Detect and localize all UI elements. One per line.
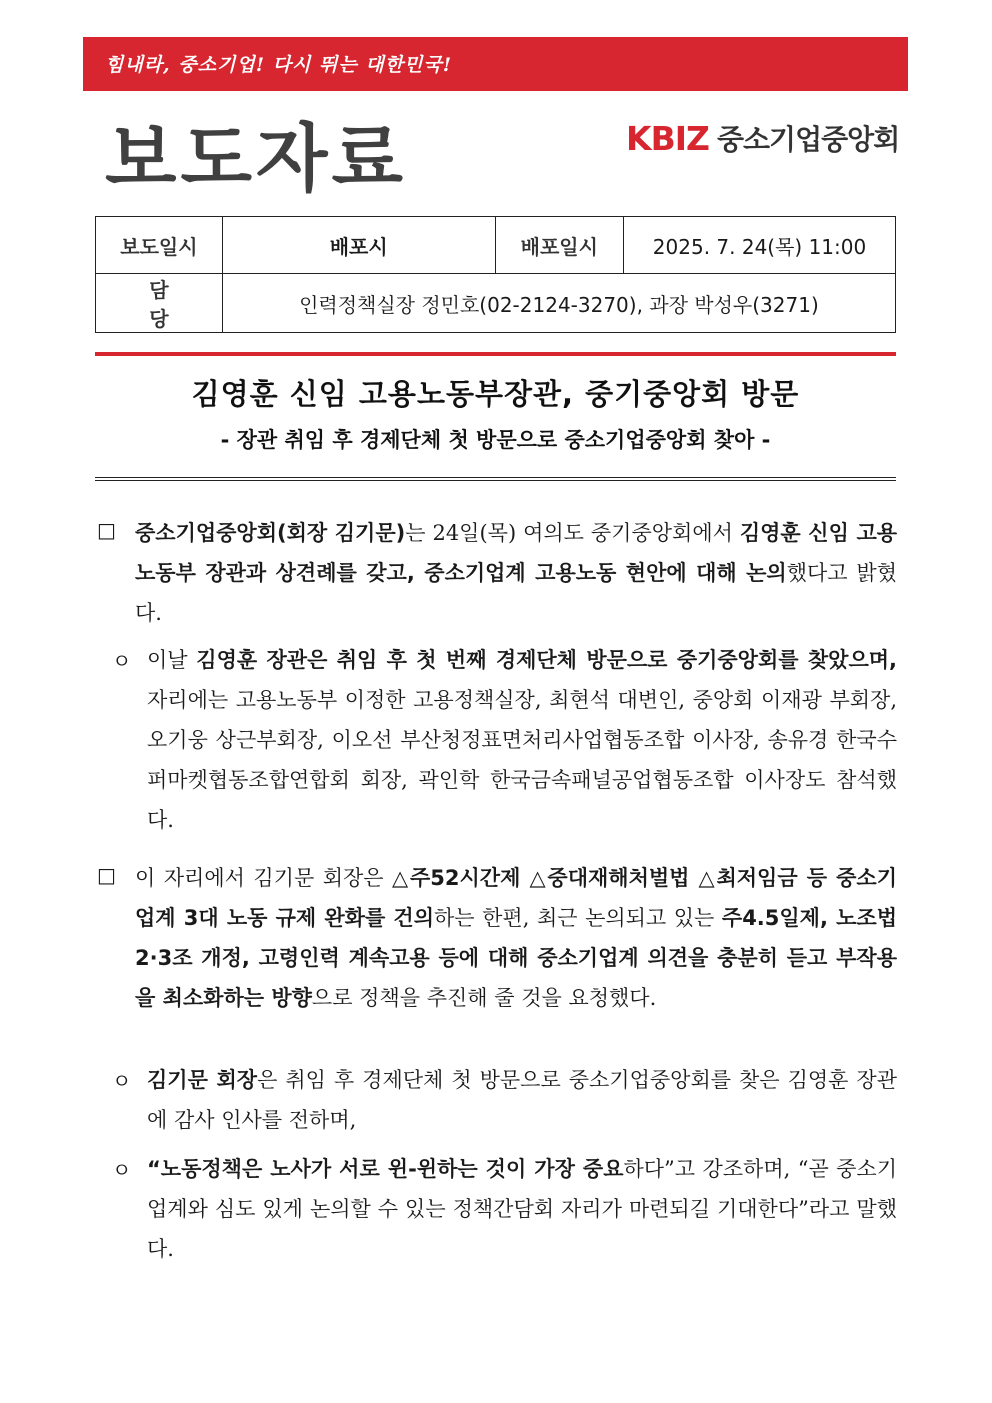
release-time-label: 보도일시 bbox=[96, 217, 223, 274]
double-divider bbox=[95, 477, 896, 481]
square-bullet: □ bbox=[97, 518, 116, 542]
paragraph-4 bbox=[147, 1060, 897, 1140]
p3-text-a: 이 자리에서 김기문 회장은 bbox=[135, 866, 393, 890]
p3-text-c: 하는 한편, 최근 논의되고 있는 bbox=[434, 906, 722, 930]
release-info-table bbox=[95, 216, 896, 333]
p4-text-b: 은 취임 후 경제단체 첫 방문으로 중소기업중앙회를 찾은 김영훈 장관에 감사 인사를 전하며, bbox=[147, 1068, 897, 1132]
paragraph-3 bbox=[135, 858, 897, 1018]
distribute-time-value: 2025. 7. 24(목) 11:00 bbox=[624, 217, 896, 274]
p2-bold-b: 김영훈 장관은 취임 후 첫 번째 경제단체 방문으로 중기중앙회를 찾았으며, bbox=[196, 648, 898, 672]
p2-text-c: 자리에는 고용노동부 이정한 고용정책실장, 최현석 대변인, 중앙회 이재광 부회장, 오기웅 상근부회장, 이오선 부산청정표면처리사업협동조합 이사장, 송유경 한국수퍼마켓협동조합연합회 회장, 곽인학 한국금속패널공업협동조합 이사장도 참석했다. bbox=[147, 688, 897, 832]
p1-text-d: 했다고 밝혔다. bbox=[135, 561, 897, 625]
paragraph-2 bbox=[147, 640, 897, 840]
p3-bold-d: 주4.5일제, 노조법 2·3조 개정, 고령인력 계속고용 등에 대해 중소기업계 의견을 충분히 듣고 부작용을 최소화하는 방향 bbox=[135, 906, 897, 1010]
top-banner bbox=[83, 37, 908, 91]
p2-text-a: 이날 bbox=[147, 648, 197, 672]
p3-bold-b: △주52시간제 △중대재해처벌법 △최저임금 등 중소기업계 3대 노동 규제 완화를 건의 bbox=[135, 866, 897, 930]
paragraph-1 bbox=[135, 513, 897, 633]
headline: 김영훈 신임 고용노동부장관, 중기중앙회 방문 bbox=[191, 377, 800, 411]
circle-bullet: ㅇ bbox=[112, 1158, 132, 1182]
subheadline: - 장관 취임 후 경제단체 첫 방문으로 중소기업중앙회 찾아 - bbox=[220, 428, 771, 452]
p5-bold-a: “노동정책은 노사가 서로 윈-윈하는 것이 가장 중요 bbox=[147, 1157, 624, 1181]
banner-slogan: 힘내라, 중소기업! 다시 뛰는 대한민국! bbox=[105, 54, 453, 76]
circle-bullet: ㅇ bbox=[112, 1069, 132, 1093]
kbiz-logo bbox=[626, 118, 899, 158]
p1-text-b: 는 24일(목) 여의도 중기중앙회에서 bbox=[405, 521, 740, 545]
release-time-value: 배포시 bbox=[222, 217, 495, 274]
p5-text-b: 하다”고 강조하며, “곧 중소기업계와 심도 있게 논의할 수 있는 정책간담회 자리가 마련되길 기대한다”라고 말했다. bbox=[147, 1157, 897, 1261]
p3-text-e: 으로 정책을 추진해 줄 것을 요청했다. bbox=[311, 986, 657, 1010]
square-bullet: □ bbox=[97, 863, 116, 887]
p1-bold-c: 김영훈 신임 고용노동부 장관과 상견례를 갖고, 중소기업계 고용노동 현안에 대해 논의 bbox=[135, 521, 898, 585]
press-release-title: 보도자료 bbox=[105, 116, 407, 202]
paragraph-5 bbox=[147, 1149, 897, 1269]
contact-value: 인력정책실장 정민호(02-2124-3270), 과장 박성우(3271) bbox=[222, 274, 895, 333]
red-divider bbox=[95, 352, 896, 356]
p4-bold-a: 김기문 회장 bbox=[147, 1068, 258, 1092]
logo-org-name: 중소기업중앙회 bbox=[716, 123, 900, 156]
distribute-time-label: 배포일시 bbox=[495, 217, 623, 274]
p1-bold-a: 중소기업중앙회(회장 김기문) bbox=[135, 521, 406, 545]
logo-brand: KBIZ bbox=[626, 118, 709, 158]
contact-label: 담당 bbox=[96, 274, 223, 333]
circle-bullet: ㅇ bbox=[112, 649, 132, 673]
